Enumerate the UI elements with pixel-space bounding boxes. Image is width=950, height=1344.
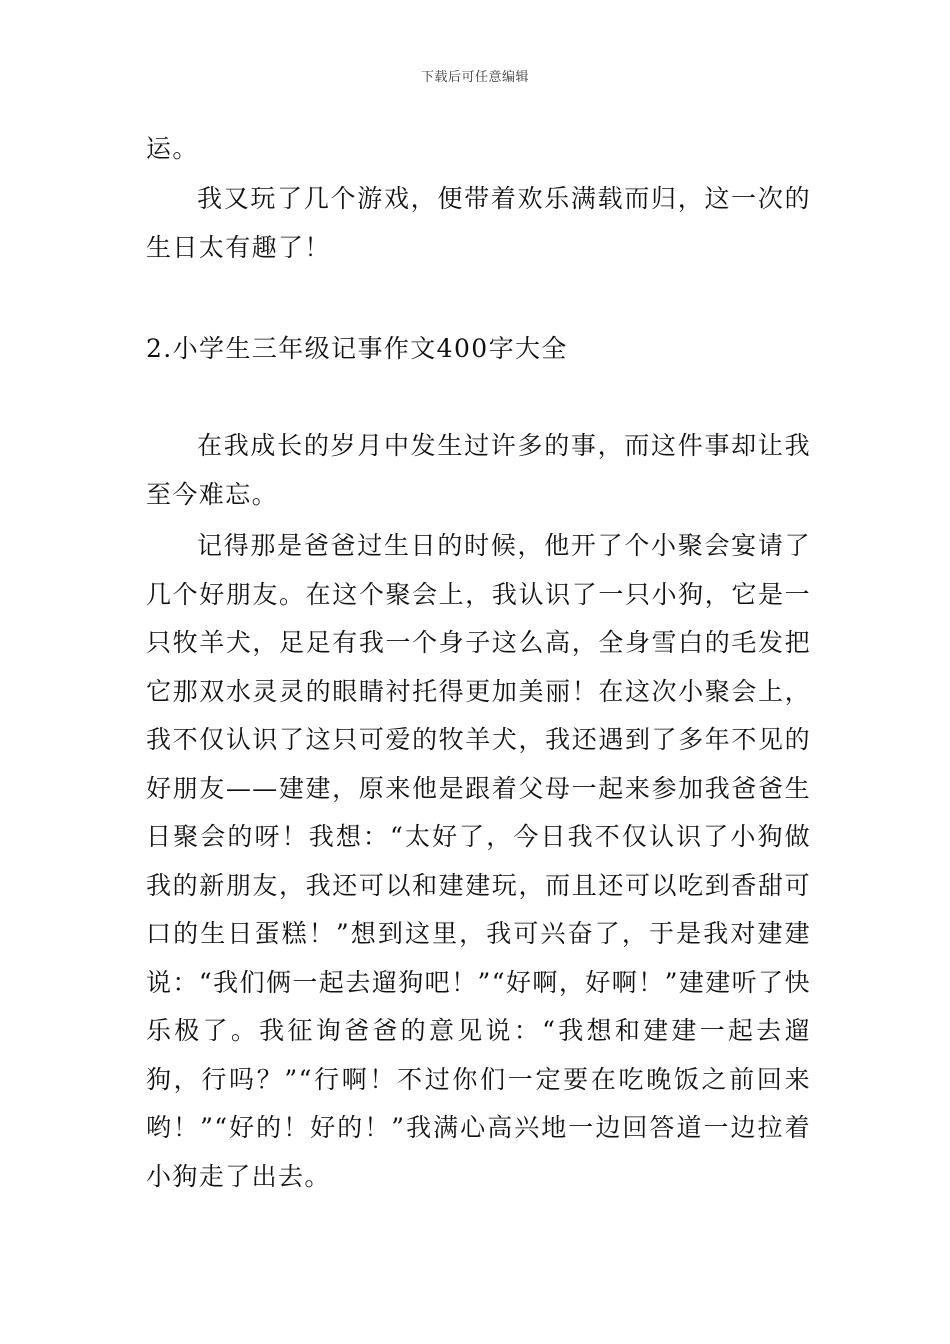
section-heading: 2.小学生三年级记事作文400字大全 xyxy=(146,334,568,363)
paragraph-story: 记得那是爸爸过生日的时候，他开了个小聚会宴请了几个好朋友。在这个聚会上，我认识了一只小狗，它是一只牧羊犬，足足有我一个身子这么高，全身雪白的毛发把它那双水灵灵的眼睛衬托得更加美丽！在这次小聚会上，我不仅认识了这只可爱的牧羊犬，我还遇到了多年不见的好朋友——建建，原来他是跟着父母一起来参加我爸爸生日聚会的呀！我想：“太好了，今日我不仅认识了小狗做我的新朋友，我还可以和建建玩，而且还可以吃到香甜可口的生日蛋糕！”想到这里，我可兴奋了，于是我对建建说：“我们俩一起去遛狗吧！”“好啊，好啊！”建建听了快乐极了。我征询爸爸的意见说：“我想和建建一起去遛狗，行吗？”“行啊！不过你们一定要在吃晚饭之前回来哟！”“好的！好的！”我满心高兴地一边回答道一边拉着小狗走了出去。 xyxy=(146,531,811,1191)
paragraph-continuation: 运。 xyxy=(146,134,199,163)
paragraph-birthday-ending: 我又玩了几个游戏，便带着欢乐满载而归，这一次的生日太有趣了！ xyxy=(146,184,811,262)
paragraph-intro: 在我成长的岁月中发生过许多的事，而这件事却让我至今难忘。 xyxy=(146,431,811,509)
page-header: 下载后可任意编辑 xyxy=(420,70,529,85)
